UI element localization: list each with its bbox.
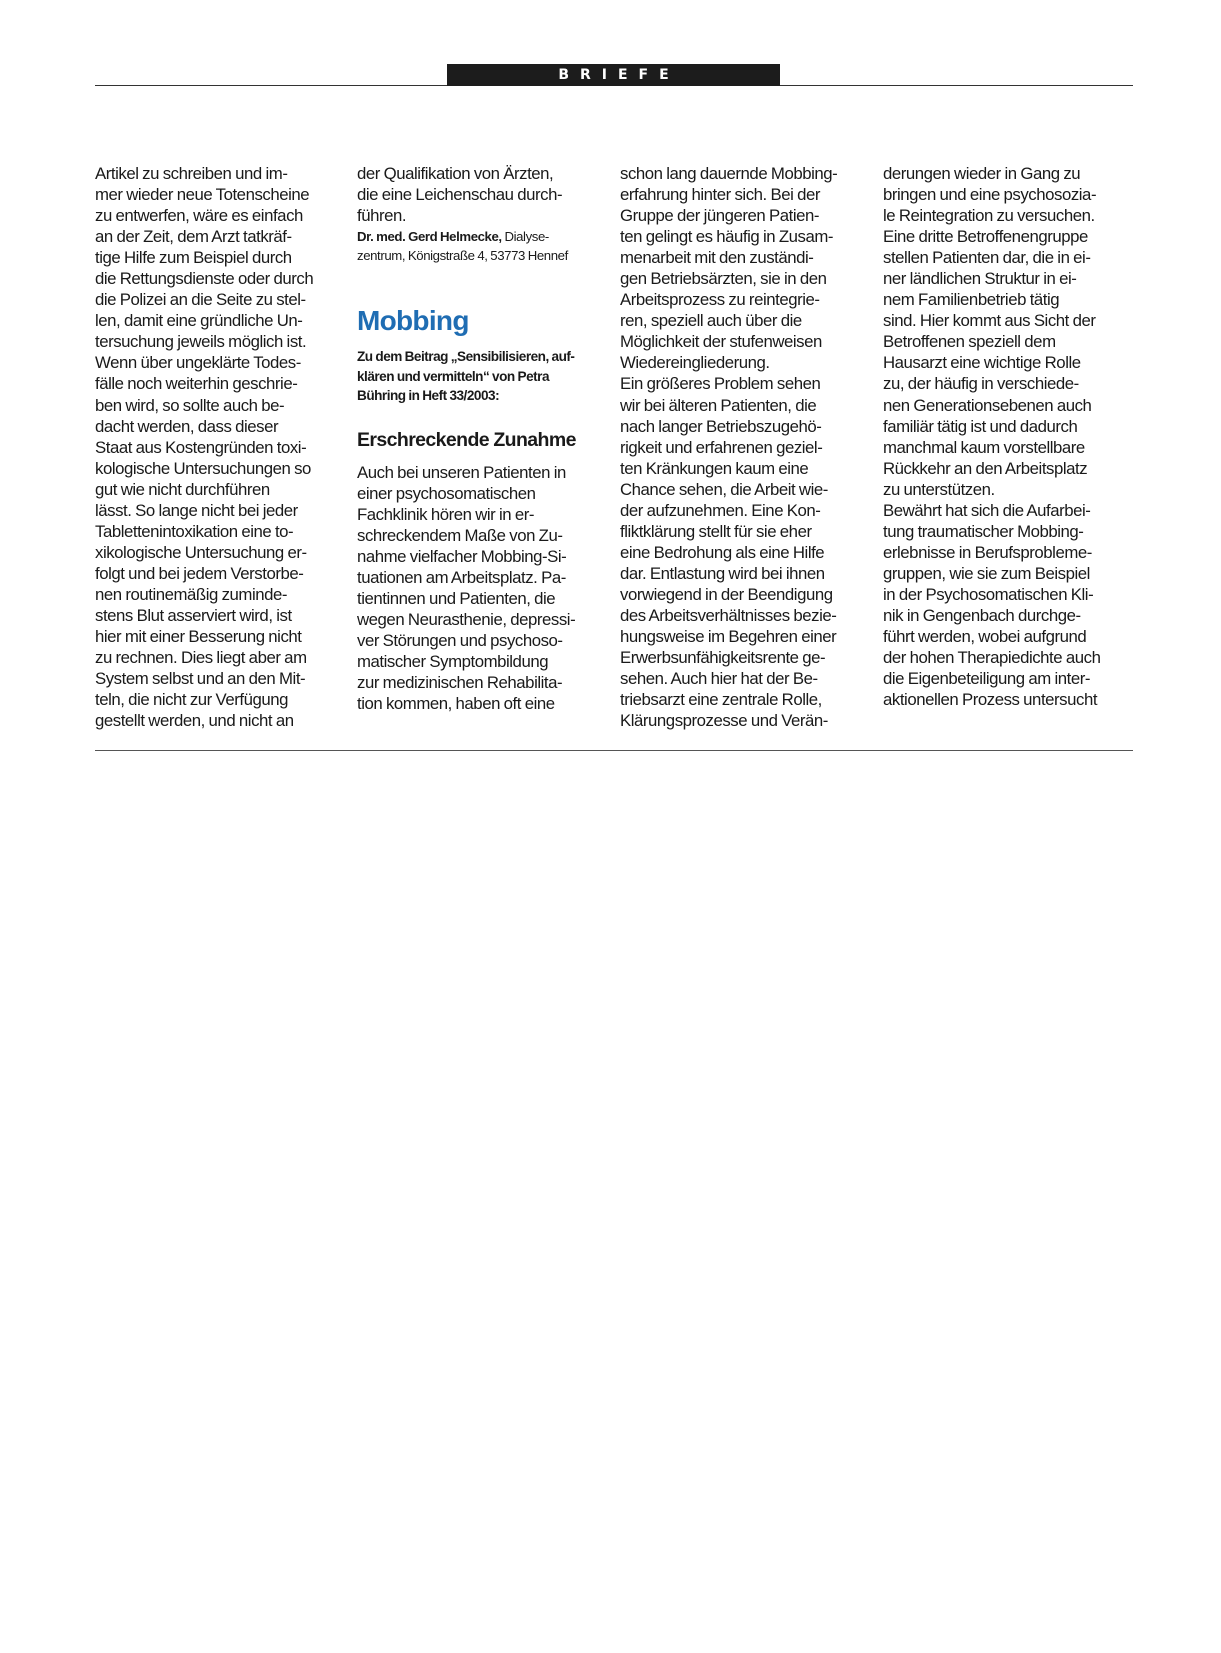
text-line: wir bei älteren Patienten, die <box>620 395 817 415</box>
text-line: gestellt werden, und nicht an <box>95 711 294 731</box>
text-line: eine Bedrohung als eine Hilfe <box>620 542 825 562</box>
text-line: Tablettenintoxikation eine to- <box>95 521 294 541</box>
text-line: ver Störungen und psychoso- <box>357 631 563 651</box>
text-line: le Reintegration zu versuchen. <box>883 206 1095 226</box>
text-line: nik in Gengenbach durchge- <box>883 605 1081 625</box>
column-3 <box>620 163 870 731</box>
text-line: erlebnisse in Berufsprobleme- <box>883 542 1092 562</box>
text-line: des Arbeitsverhältnisses bezie- <box>620 605 837 625</box>
text-line: aktionellen Prozess untersucht <box>883 690 1098 710</box>
text-line: fälle noch weiterhin geschrie- <box>95 374 298 394</box>
text-line: Fachklinik hören wir in er- <box>357 504 535 524</box>
text-line: derungen wieder in Gang zu <box>883 164 1081 183</box>
text-line: Wenn über ungeklärte Todes- <box>95 353 301 373</box>
text-line: fliktklärung stellt für sie eher <box>620 521 812 541</box>
text-line: führt werden, wobei aufgrund <box>883 627 1087 647</box>
text-line: schreckendem Maße von Zu- <box>357 525 563 545</box>
text-line: lässt. So lange nicht bei jeder <box>95 500 298 520</box>
text-line: dar. Entlastung wird bei ihnen <box>620 563 825 583</box>
signature-affiliation-1: Dialyse- <box>501 229 549 245</box>
text-line: klären und vermitteln“ von Petra <box>357 368 550 384</box>
text-line: sind. Hier kommt aus Sicht der <box>883 311 1096 331</box>
text-line: tientinnen und Patienten, die <box>357 588 556 608</box>
text-line: einer psychosomatischen <box>357 483 536 503</box>
text-line: nem Familienbetrieb tätig <box>883 290 1060 310</box>
text-line: stens Blut asserviert wird, ist <box>95 605 292 625</box>
text-line: erfahrung hinter sich. Bei der <box>620 185 820 205</box>
text-line: teln, die nicht zur Verfügung <box>95 690 288 710</box>
article-columns <box>95 163 1133 733</box>
text-line: Zu dem Beitrag „Sensibilisieren, auf- <box>357 349 575 365</box>
text-line: gruppen, wie sie zum Beispiel <box>883 563 1090 583</box>
text-line: die Polizei an die Seite zu stel- <box>95 290 306 310</box>
text-line: Möglichkeit der stufenweisen <box>620 332 822 352</box>
footer-rule <box>95 750 1133 751</box>
letter-signature <box>357 227 607 265</box>
text-line: xikologische Untersuchung er- <box>95 542 307 562</box>
text-line: die Eigenbeteiligung am inter- <box>883 669 1091 689</box>
text-line: tung traumatischer Mobbing- <box>883 521 1084 541</box>
text-line: rigkeit und erfahrenen geziel- <box>620 437 823 457</box>
text-line: tersuchung jeweils möglich ist. <box>95 332 307 352</box>
text-line: vorwiegend in der Beendigung <box>620 584 833 604</box>
reference-note <box>357 347 607 406</box>
signature-name: Dr. med. Gerd Helmecke, <box>357 229 502 245</box>
text-line: zu rechnen. Dies liegt aber am <box>95 648 307 668</box>
text-line: tion kommen, haben oft eine <box>357 694 555 714</box>
column-2-body-text <box>357 462 607 715</box>
text-line: dacht werden, dass dieser <box>95 416 279 436</box>
text-line: zu entwerfen, wäre es einfach <box>95 206 303 226</box>
text-line: ren, speziell auch über die <box>620 311 802 331</box>
text-line: Auch bei unseren Patienten in <box>357 462 566 482</box>
topic-heading: Mobbing <box>357 305 469 337</box>
column-2-top-text <box>357 163 607 226</box>
text-line: len, damit eine gründliche Un- <box>95 311 303 331</box>
signature-affiliation-2: zentrum, Königstraße 4, 53773 Hennef <box>357 248 568 264</box>
text-line: Eine dritte Betroffenengruppe <box>883 227 1088 247</box>
text-line: Erwerbsunfähigkeitsrente ge- <box>620 648 826 668</box>
text-line: tige Hilfe zum Beispiel durch <box>95 248 292 268</box>
text-line: bringen und eine psychosozia- <box>883 185 1097 205</box>
text-line: Arbeitsprozess zu reintegrie- <box>620 290 820 310</box>
text-line: in der Psychosomatischen Kli- <box>883 584 1094 604</box>
text-line: nach langer Betriebszugehö- <box>620 416 822 436</box>
text-line: nen routinemäßig zuminde- <box>95 584 288 604</box>
text-line: ner ländlichen Struktur in ei- <box>883 269 1077 289</box>
text-line: System selbst und an den Mit- <box>95 669 306 689</box>
text-line: gut wie nicht durchführen <box>95 479 270 499</box>
text-line: wegen Neurasthenie, depressi- <box>357 609 576 629</box>
text-line: gen Betriebsärzten, sie in den <box>620 269 827 289</box>
text-line: Artikel zu schreiben und im- <box>95 164 288 183</box>
text-line: manchmal kaum vorstellbare <box>883 437 1085 457</box>
text-line: zu unterstützen. <box>883 479 995 499</box>
text-line: ben wird, so sollte auch be- <box>95 395 285 415</box>
text-line: kologische Untersuchungen so <box>95 458 311 478</box>
text-line: stellen Patienten dar, die in ei- <box>883 248 1091 268</box>
text-line: Hausarzt eine wichtige Rolle <box>883 353 1081 373</box>
text-line: Wiedereingliederung. <box>620 353 770 373</box>
text-line: Staat aus Kostengründen toxi- <box>95 437 307 457</box>
text-line: familiär tätig ist und dadurch <box>883 416 1078 436</box>
section-label: BRIEFE <box>447 64 780 86</box>
text-line: der aufzunehmen. Eine Kon- <box>620 500 821 520</box>
column-2 <box>357 163 607 714</box>
text-line: menarbeit mit den zuständi- <box>620 248 814 268</box>
text-line: Rückkehr an den Arbeitsplatz <box>883 458 1088 478</box>
text-line: tuationen am Arbeitsplatz. Pa- <box>357 567 566 587</box>
text-line: mer wieder neue Totenscheine <box>95 185 310 205</box>
text-line: Klärungsprozesse und Verän- <box>620 711 828 731</box>
text-line: zu, der häufig in verschiede- <box>883 374 1079 394</box>
text-line: nen Generationsebenen auch <box>883 395 1092 415</box>
column-1 <box>95 163 345 731</box>
text-line: schon lang dauernde Mobbing- <box>620 164 838 183</box>
text-line: Chance sehen, die Arbeit wie- <box>620 479 828 499</box>
text-line: Betroffenen speziell dem <box>883 332 1056 352</box>
text-line: der Qualifikation von Ärzten, <box>357 164 554 183</box>
text-line: sehen. Auch hier hat der Be- <box>620 669 818 689</box>
text-line: an der Zeit, dem Arzt tatkräf- <box>95 227 292 247</box>
text-line: triebsarzt eine zentrale Rolle, <box>620 690 822 710</box>
text-line: führen. <box>357 206 407 226</box>
text-line: ten Kränkungen kaum eine <box>620 458 809 478</box>
text-line: folgt und bei jedem Verstorbe- <box>95 563 304 583</box>
text-line: nahme vielfacher Mobbing-Si- <box>357 546 567 566</box>
text-line: Bewährt hat sich die Aufarbei- <box>883 500 1091 520</box>
text-line: hungsweise im Begehren einer <box>620 627 837 647</box>
text-line: zur medizinischen Rehabilita- <box>357 673 563 693</box>
column-4 <box>883 163 1133 710</box>
text-line: Ein größeres Problem sehen <box>620 374 821 394</box>
text-line: die Rettungsdienste oder durch <box>95 269 314 289</box>
text-line: Bühring in Heft 33/2003: <box>357 388 500 404</box>
text-line: matischer Symptombildung <box>357 652 549 672</box>
text-line: Gruppe der jüngeren Patien- <box>620 206 820 226</box>
text-line: der hohen Therapiedichte auch <box>883 648 1101 668</box>
text-line: hier mit einer Besserung nicht <box>95 627 302 647</box>
text-line: ten gelingt es häufig in Zusam- <box>620 227 834 247</box>
letter-heading: Erschreckende Zunahme <box>357 428 576 451</box>
text-line: die eine Leichenschau durch- <box>357 185 563 205</box>
